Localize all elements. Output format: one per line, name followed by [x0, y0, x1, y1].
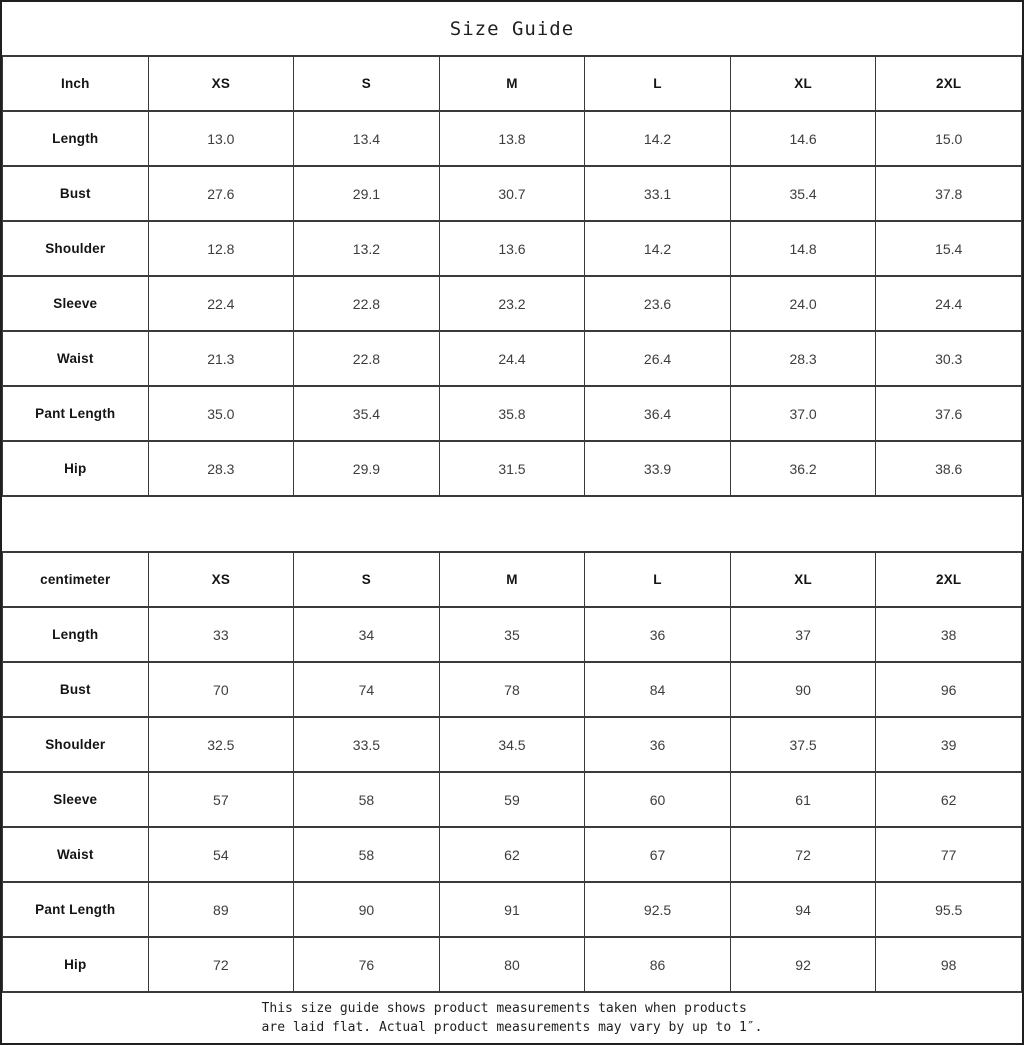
value-cell: 36.4 [585, 386, 731, 441]
value-cell: 24.0 [730, 276, 876, 331]
table-row [3, 717, 1022, 772]
size-column-header: XL [730, 56, 876, 111]
size-column-header: XS [148, 552, 294, 607]
value-cell: 77 [876, 827, 1022, 882]
value-cell: 58 [294, 772, 440, 827]
value-cell: 90 [730, 662, 876, 717]
value-cell: 14.2 [585, 111, 731, 166]
size-column-header: 2XL [876, 56, 1022, 111]
value-cell: 54 [148, 827, 294, 882]
value-cell: 37.6 [876, 386, 1022, 441]
value-cell: 21.3 [148, 331, 294, 386]
value-cell: 32.5 [148, 717, 294, 772]
size-column-header: S [294, 552, 440, 607]
size-column-header: 2XL [876, 552, 1022, 607]
table-gap [2, 497, 1022, 551]
value-cell: 13.4 [294, 111, 440, 166]
value-cell: 35.4 [294, 386, 440, 441]
row-label-cell: Hip [3, 937, 149, 992]
table-row [3, 166, 1022, 221]
table-row [3, 662, 1022, 717]
table-row [3, 607, 1022, 662]
size-column-header: M [439, 552, 585, 607]
value-cell: 92.5 [585, 882, 731, 937]
value-cell: 23.2 [439, 276, 585, 331]
table-row [3, 221, 1022, 276]
value-cell: 60 [585, 772, 731, 827]
value-cell: 95.5 [876, 882, 1022, 937]
value-cell: 61 [730, 772, 876, 827]
value-cell: 28.3 [148, 441, 294, 496]
value-cell: 33.5 [294, 717, 440, 772]
value-cell: 33.1 [585, 166, 731, 221]
page-title: Size Guide [449, 17, 575, 40]
footer-line-1: This size guide shows product measurements taken when products [261, 1001, 747, 1016]
value-cell: 31.5 [439, 441, 585, 496]
value-cell: 36.2 [730, 441, 876, 496]
value-cell: 74 [294, 662, 440, 717]
value-cell: 57 [148, 772, 294, 827]
value-cell: 89 [148, 882, 294, 937]
table-row [3, 331, 1022, 386]
row-label-cell: Waist [3, 827, 149, 882]
value-cell: 38 [876, 607, 1022, 662]
size-column-header: L [585, 56, 731, 111]
table-row [3, 111, 1022, 166]
value-cell: 28.3 [730, 331, 876, 386]
size-column-header: M [439, 56, 585, 111]
row-label-cell: Waist [3, 331, 149, 386]
value-cell: 98 [876, 937, 1022, 992]
value-cell: 37.8 [876, 166, 1022, 221]
value-cell: 36 [585, 717, 731, 772]
row-label-cell: Length [3, 111, 149, 166]
value-cell: 14.2 [585, 221, 731, 276]
value-cell: 86 [585, 937, 731, 992]
value-cell: 39 [876, 717, 1022, 772]
value-cell: 29.1 [294, 166, 440, 221]
row-label-cell: Length [3, 607, 149, 662]
row-label-cell: Sleeve [3, 276, 149, 331]
value-cell: 90 [294, 882, 440, 937]
value-cell: 37.5 [730, 717, 876, 772]
size-column-header: XS [148, 56, 294, 111]
row-label-cell: Sleeve [3, 772, 149, 827]
value-cell: 15.4 [876, 221, 1022, 276]
value-cell: 62 [439, 827, 585, 882]
table-row [3, 441, 1022, 496]
table-row [3, 827, 1022, 882]
value-cell: 59 [439, 772, 585, 827]
size-column-header: XL [730, 552, 876, 607]
footer-note [2, 993, 1022, 1043]
value-cell: 34.5 [439, 717, 585, 772]
value-cell: 58 [294, 827, 440, 882]
header-row [3, 552, 1022, 607]
value-cell: 92 [730, 937, 876, 992]
size-table-centimeter [2, 551, 1022, 993]
row-label-cell: Bust [3, 166, 149, 221]
row-label-cell: Hip [3, 441, 149, 496]
unit-header-cell: Inch [3, 56, 149, 111]
value-cell: 27.6 [148, 166, 294, 221]
value-cell: 37.0 [730, 386, 876, 441]
value-cell: 67 [585, 827, 731, 882]
value-cell: 23.6 [585, 276, 731, 331]
table-row [3, 276, 1022, 331]
footer-note-text [262, 999, 763, 1037]
value-cell: 80 [439, 937, 585, 992]
value-cell: 91 [439, 882, 585, 937]
header-row [3, 56, 1022, 111]
value-cell: 13.8 [439, 111, 585, 166]
value-cell: 26.4 [585, 331, 731, 386]
value-cell: 33 [148, 607, 294, 662]
value-cell: 78 [439, 662, 585, 717]
value-cell: 22.8 [294, 331, 440, 386]
table-row [3, 772, 1022, 827]
row-label-cell: Bust [3, 662, 149, 717]
value-cell: 84 [585, 662, 731, 717]
value-cell: 13.0 [148, 111, 294, 166]
table-row [3, 386, 1022, 441]
value-cell: 34 [294, 607, 440, 662]
value-cell: 14.6 [730, 111, 876, 166]
footer-line-2: are laid flat. Actual product measurements may vary by up to 1″. [261, 1020, 763, 1035]
value-cell: 35 [439, 607, 585, 662]
value-cell: 72 [730, 827, 876, 882]
value-cell: 96 [876, 662, 1022, 717]
table-row [3, 882, 1022, 937]
value-cell: 38.6 [876, 441, 1022, 496]
value-cell: 37 [730, 607, 876, 662]
row-label-cell: Shoulder [3, 221, 149, 276]
table-row [3, 937, 1022, 992]
value-cell: 30.7 [439, 166, 585, 221]
row-label-cell: Pant Length [3, 386, 149, 441]
value-cell: 36 [585, 607, 731, 662]
value-cell: 22.4 [148, 276, 294, 331]
value-cell: 76 [294, 937, 440, 992]
value-cell: 70 [148, 662, 294, 717]
value-cell: 12.8 [148, 221, 294, 276]
value-cell: 35.4 [730, 166, 876, 221]
value-cell: 22.8 [294, 276, 440, 331]
value-cell: 13.2 [294, 221, 440, 276]
value-cell: 13.6 [439, 221, 585, 276]
value-cell: 15.0 [876, 111, 1022, 166]
value-cell: 14.8 [730, 221, 876, 276]
unit-header-cell: centimeter [3, 552, 149, 607]
size-column-header: L [585, 552, 731, 607]
value-cell: 35.0 [148, 386, 294, 441]
row-label-cell: Pant Length [3, 882, 149, 937]
size-column-header: S [294, 56, 440, 111]
value-cell: 30.3 [876, 331, 1022, 386]
row-label-cell: Shoulder [3, 717, 149, 772]
value-cell: 29.9 [294, 441, 440, 496]
value-cell: 94 [730, 882, 876, 937]
value-cell: 72 [148, 937, 294, 992]
size-table-inch [2, 55, 1022, 497]
value-cell: 24.4 [876, 276, 1022, 331]
value-cell: 62 [876, 772, 1022, 827]
value-cell: 24.4 [439, 331, 585, 386]
value-cell: 35.8 [439, 386, 585, 441]
value-cell: 33.9 [585, 441, 731, 496]
